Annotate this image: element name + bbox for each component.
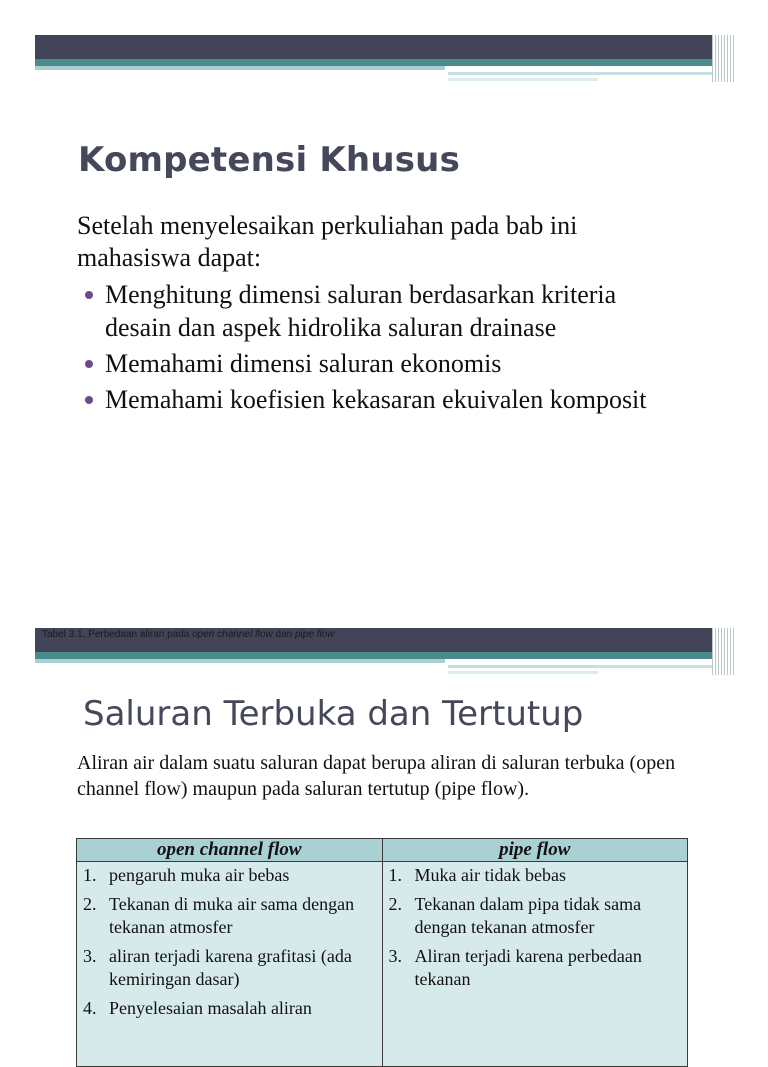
list-item <box>81 997 378 1020</box>
item-text: Aliran terjadi karena perbedaan tekanan <box>414 946 642 989</box>
bullet-dot-icon <box>85 291 93 299</box>
item-text: pengaruh muka air bebas <box>109 865 290 885</box>
header-band-light <box>448 665 728 668</box>
caption-term-pipe: pipe flow <box>295 629 335 640</box>
item-number: 2. <box>388 894 402 914</box>
header-band-teal <box>35 652 728 659</box>
header-band-teal <box>35 59 728 66</box>
slide1-intro: Setelah menyelesaikan perkuliahan pada bab ini mahasiswa dapat: <box>77 211 578 272</box>
item-text: Muka air tidak bebas <box>414 865 566 885</box>
bullet-text: Memahami koefisien kekasaran ekuivalen komposit <box>105 385 647 414</box>
header-pipe-flow: pipe flow <box>382 839 688 862</box>
table-header-row <box>77 839 688 862</box>
item-number: 2. <box>83 894 97 914</box>
bullet-dot-icon <box>85 360 93 368</box>
item-number: 1. <box>388 865 402 885</box>
header-band-teal-light <box>35 659 445 663</box>
slide1-title: Kompetensi Khusus <box>78 140 461 180</box>
item-number: 3. <box>388 946 402 966</box>
table-row <box>77 862 688 1067</box>
bullet-text: Menghitung dimensi saluran berdasarkan kriteria desain dan aspek hidrolika saluran drainase <box>105 280 617 342</box>
bullet-item <box>77 383 657 416</box>
item-number: 4. <box>83 998 97 1018</box>
table-caption <box>42 629 334 640</box>
item-text: Penyelesaian masalah aliran <box>109 998 312 1018</box>
slide2-paragraph: Aliran air dalam suatu saluran dapat berupa aliran di saluran terbuka (open channel flow) maupun pada saluran tertutup (pipe flow). <box>77 752 676 800</box>
header-stripes <box>712 35 734 82</box>
bullet-item <box>77 347 657 380</box>
caption-term-open-channel: open channel flow <box>192 629 273 640</box>
header-band-light <box>448 72 728 75</box>
header-band-dark <box>35 35 728 59</box>
bullet-text: Memahami dimensi saluran ekonomis <box>105 349 502 378</box>
caption-middle: dan <box>272 629 295 640</box>
list-item <box>81 945 378 991</box>
pipe-flow-list <box>387 864 684 991</box>
header-stripes <box>712 628 734 675</box>
item-text: Tekanan di muka air sama dengan tekanan atmosfer <box>109 894 355 937</box>
open-channel-list <box>81 864 378 1020</box>
list-item <box>387 864 684 887</box>
header-band-light-short <box>448 78 598 81</box>
pipe-flow-cell <box>382 862 688 1067</box>
comparison-table <box>76 838 688 1067</box>
open-channel-cell <box>77 862 383 1067</box>
header-band-teal-light <box>35 66 445 70</box>
bullet-dot-icon <box>85 396 93 404</box>
slide2-title: Saluran Terbuka dan Tertutup <box>83 694 584 734</box>
list-item <box>387 945 684 991</box>
item-text: aliran terjadi karena grafitasi (ada kemiringan dasar) <box>109 946 352 989</box>
item-number: 3. <box>83 946 97 966</box>
slide1-bullet-list <box>77 278 657 419</box>
item-text: Tekanan dalam pipa tidak sama dengan tekanan atmosfer <box>414 894 642 937</box>
list-item <box>81 864 378 887</box>
caption-prefix: Tabel 3.1. Perbedaan aliran pada <box>42 629 193 640</box>
list-item <box>387 893 684 939</box>
list-item <box>81 893 378 939</box>
header-band-light-short <box>448 671 598 674</box>
header-open-channel-flow: open channel flow <box>77 839 383 862</box>
item-number: 1. <box>83 865 97 885</box>
bullet-item <box>77 278 657 344</box>
